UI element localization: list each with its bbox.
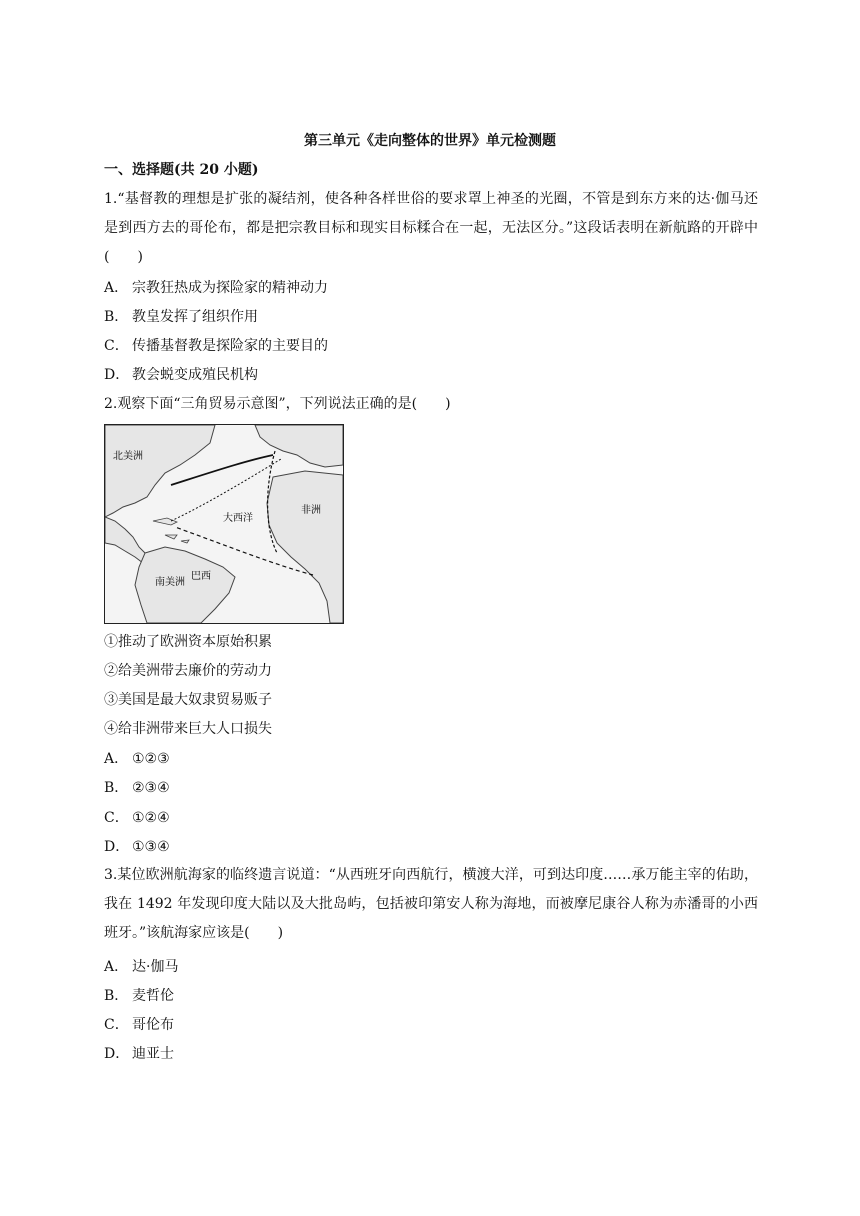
option-letter: C． xyxy=(104,1017,129,1033)
option-text: ①②③ xyxy=(132,751,170,767)
option-letter: D． xyxy=(104,1046,130,1062)
option-text: 教会蜕变成殖民机构 xyxy=(132,367,258,383)
north-america-landmass xyxy=(105,425,215,517)
option-letter: A． xyxy=(104,280,129,296)
option-text: 宗教狂热成为探险家的精神动力 xyxy=(132,280,328,296)
option-text: ①②④ xyxy=(132,810,170,826)
document-title: 第三单元《走向整体的世界》单元检测题 xyxy=(304,133,556,149)
option-letter: B． xyxy=(104,780,129,796)
q3-option-a xyxy=(104,957,178,977)
q1-option-a xyxy=(104,278,328,298)
option-text: 麦哲伦 xyxy=(132,988,174,1004)
africa-landmass xyxy=(267,471,343,623)
option-text: ②③④ xyxy=(132,780,170,796)
option-letter: A． xyxy=(104,751,129,767)
q3-option-d xyxy=(104,1044,174,1064)
q2-option-c xyxy=(104,808,170,828)
option-letter: D． xyxy=(104,367,130,383)
section-heading: 一、选择题(共 20 小题) xyxy=(104,162,259,178)
south-america-landmass xyxy=(135,547,235,623)
option-text: 迪亚士 xyxy=(132,1046,174,1062)
map-label-atlantic: 大西洋 xyxy=(223,513,253,524)
q1-option-d xyxy=(104,365,258,385)
q1-option-b xyxy=(104,307,258,327)
q3-option-c xyxy=(104,1015,174,1035)
q2-statement-4: ④给非洲带来巨大人口损失 xyxy=(104,721,272,737)
option-letter: C． xyxy=(104,810,129,826)
q1-option-c xyxy=(104,336,328,356)
question-1-stem: 1.“基督教的理想是扩张的凝结剂，使各种各样世俗的要求罩上神圣的光圈，不管是到东方来的达·伽马还是到西方去的哥伦布，都是把宗教目标和现实目标糅合在一起，无法区分。”这段话表明在新航路的开辟中( ) xyxy=(104,191,758,265)
q2-option-b xyxy=(104,778,170,798)
question-2-stem: 2.观察下面“三角贸易示意图”，下列说法正确的是( ) xyxy=(104,396,451,412)
option-text: 教皇发挥了组织作用 xyxy=(132,309,258,325)
option-letter: D． xyxy=(104,839,130,855)
triangle-trade-map xyxy=(104,424,344,624)
option-text: 传播基督教是探险家的主要目的 xyxy=(132,338,328,354)
q2-option-d xyxy=(104,837,170,857)
q2-statement-2: ②给美洲带去廉价的劳动力 xyxy=(104,663,272,679)
map-label-north-america: 北美洲 xyxy=(113,451,143,462)
q3-option-b xyxy=(104,986,174,1006)
map-label-brazil: 巴西 xyxy=(191,571,211,582)
q2-option-a xyxy=(104,749,170,769)
option-letter: B． xyxy=(104,309,129,325)
option-text: 达·伽马 xyxy=(132,959,179,975)
map-label-africa: 非洲 xyxy=(301,505,321,516)
option-text: 哥伦布 xyxy=(132,1017,174,1033)
q2-statement-1: ①推动了欧洲资本原始积累 xyxy=(104,634,272,650)
central-america-landmass xyxy=(105,517,149,563)
option-letter: C． xyxy=(104,338,129,354)
q2-statement-3: ③美国是最大奴隶贸易贩子 xyxy=(104,692,272,708)
option-text: ①③④ xyxy=(132,839,170,855)
europe-landmass xyxy=(255,425,343,467)
question-3-stem: 3.某位欧洲航海家的临终遗言说道：“从西班牙向西航行，横渡大洋，可到达印度……承万能主宰的佑助，我在 1492 年发现印度大陆以及大批岛屿，包括被印第安人称为海地，而被摩尼康谷人称为赤潘哥的小西班牙。”该航海家应该是( ) xyxy=(104,867,758,941)
map-label-south-america: 南美洲 xyxy=(155,577,185,588)
option-letter: B． xyxy=(104,988,129,1004)
option-letter: A． xyxy=(104,959,129,975)
